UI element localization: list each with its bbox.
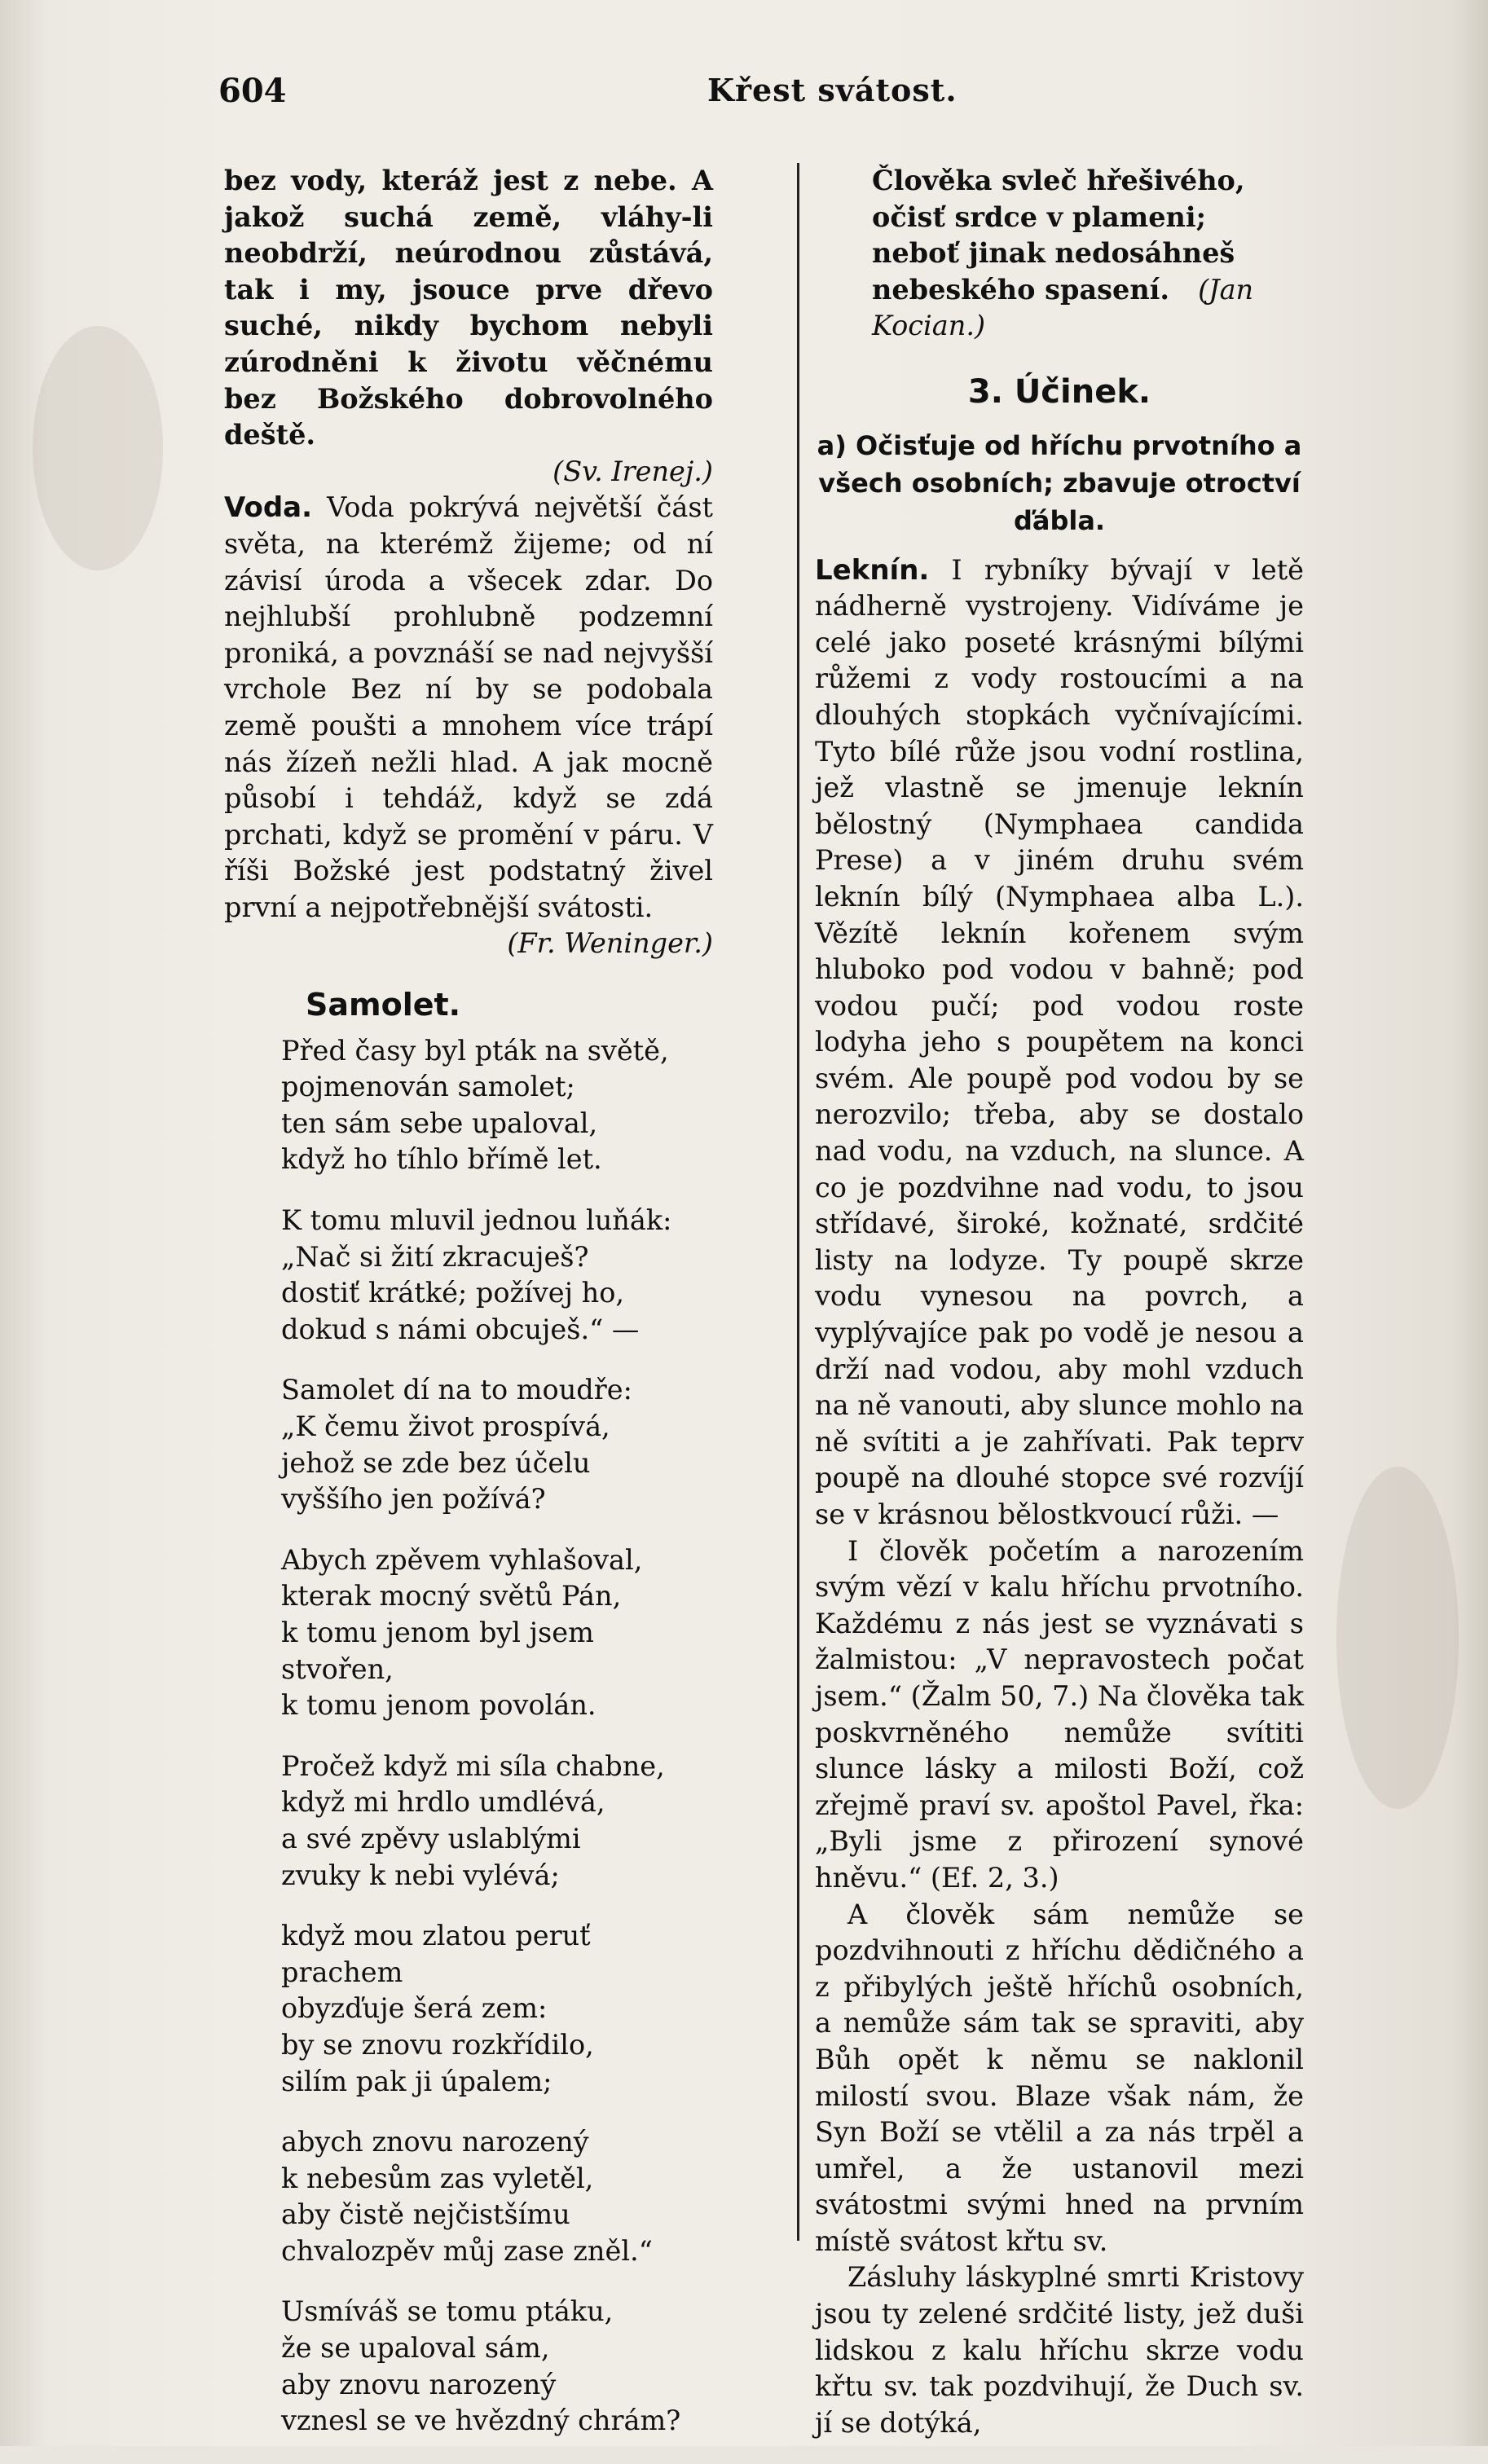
paragraph: I člověk početím a narozením svým vězí v kalu hříchu prvotního. Každému z nás jest se vyznávati s žalmistou: „V nepravostech počat jsem.“ (Žalm 50, 7.) Na člověka tak poskvrněného nemůže svítiti slunce lásky a milosti Boží, což zřejmě praví sv. apoštol Pavel, řka: „Byli jsme z přirození synové hněvu.“ (Ef. 2, 3.) bbox=[815, 1534, 1304, 1894]
paragraph: A člověk sám nemůže se pozdvihnouti z hříchu dědičného a z přibylých ještě hříchů osobních, a nemůže sám tak se spraviti, aby Bůh opět k němu se naklonil milostí svou. Blaze však nám, že Syn Boží se vtělil a za nás trpěl a umřel, a že ustanovil mezi svátostmi svými hned na prvním místě svátost křtu sv. bbox=[815, 1898, 1304, 2257]
poem-line: aby čistě nejčistšímu bbox=[281, 2198, 570, 2231]
paper-stain bbox=[1336, 1467, 1459, 1809]
poem-line: ten sám sebe upaloval, bbox=[281, 1107, 598, 1139]
paper-stain bbox=[33, 326, 163, 570]
section-heading: 3. Účinek. bbox=[967, 372, 1151, 411]
page-header bbox=[218, 72, 1327, 121]
poem-line: jehož se zde bez účelu bbox=[281, 1446, 591, 1479]
paragraph: Zásluhy láskyplné smrti Kristovy jsou ty zelené srdčité listy, jež duši lidskou z kalu hříchu skrze vodu křtu sv. tak pozdvihují, že Duch sv. jí se dotýká, bbox=[815, 2261, 1304, 2439]
poem-line: zvuky k nebi vylévá; bbox=[281, 1859, 560, 1891]
poem-line: Pročež když mi síla chabne, bbox=[281, 1749, 665, 1782]
poem-line: silím pak ji úpalem; bbox=[281, 2065, 552, 2097]
poem-line: Usmíváš se tomu ptáku, bbox=[281, 2295, 614, 2328]
poem-line: by se znovu rozkřídilo, bbox=[281, 2028, 594, 2061]
attribution-kocian: (Jan Kocian.) bbox=[872, 273, 1254, 342]
poem-line: abych znovu narozený bbox=[281, 2126, 589, 2158]
poem-stanza bbox=[281, 1203, 713, 1348]
paragraph-irenej bbox=[224, 163, 713, 454]
poem-title-samolet: Samolet. bbox=[306, 987, 461, 1023]
keyword-voda: Voda. bbox=[224, 491, 313, 525]
poem-line: když mou zlatou peruť prachem bbox=[281, 1920, 591, 1988]
poem-line: Abych zpěvem vyhlašoval, bbox=[281, 1543, 643, 1576]
poem-line: „K čemu život prospívá, bbox=[281, 1410, 610, 1442]
paragraph-text: bez vody, kteráž jest z nebe. A jakož suchá země, vláhy-li neobdrží, neúrodnou zůstává, tak i my, jsouce prve dřevo suché, nikdy bychom nebyli zúrodněni k životu věčnému bez Božského dobrovolného deště. bbox=[224, 165, 713, 451]
poem-line: vznesl se ve hvězdný chrám? bbox=[281, 2405, 681, 2437]
poem-stanza bbox=[281, 1918, 713, 2100]
poem-line: neboť jinak nedosáhneš bbox=[872, 237, 1235, 270]
right-column bbox=[815, 163, 1304, 2441]
poem-stanza bbox=[281, 1749, 713, 1894]
poem-line: Před časy byl pták na světě, bbox=[281, 1034, 669, 1067]
attribution-irenej: (Sv. Irenej.) bbox=[552, 455, 713, 487]
poem-stanza bbox=[281, 2294, 713, 2439]
poem-line: Člověka svleč hřešivého, bbox=[872, 165, 1245, 196]
poem-line: dokud s námi obcuješ.“ — bbox=[281, 1313, 640, 1345]
poem-line: vyššího jen požívá? bbox=[281, 1483, 546, 1516]
paragraph-text: Voda pokrývá největší část světa, na kterémž žijeme; od ní závisí úroda a všecek zdar. Do nejhlubší prohlubně podzemní proniká, a povznáší se nad nejvyšší vrchole Bez ní by se podobala země poušti a mnohem více trápí nás žízeň nežli hlad. A jak mocně působí i tehdáž, když se zdá prchati, když se promění v páru. V říši Božské jest podstatný živel první a nejpotřebnější svátosti. bbox=[224, 491, 713, 923]
poem-line: Samolet dí na to moudře: bbox=[281, 1374, 632, 1406]
poem-line: pojmenován samolet; bbox=[281, 1071, 575, 1103]
poem-kocian bbox=[872, 163, 1304, 345]
poem-line: k tomu jenom povolán. bbox=[281, 1689, 597, 1722]
subsection-heading: a) Očisťuje od hříchu prvotního a všech osobních; zbavuje otroctví ďábla. bbox=[817, 429, 1302, 536]
poem-stanza bbox=[281, 1542, 713, 1724]
column-divider bbox=[797, 163, 799, 2241]
poem-line: aby znovu narozený bbox=[281, 2368, 557, 2400]
paragraph-text: I rybníky bývají v letě nádherně vystrojeny. Vidíváme je celé jako poseté krásnými bílými růžemi z vody rostoucími a na dlouhých stopkách vyčnívajícími. Tyto bílé růže jsou vodní rostlina, jež vlastně se jmenuje leknín bělostný (Nymphaea candida Prese) a v jiném druhu svém leknín bílý (Nymphaea alba L.). Vězítě leknín kořenem svým hluboko pod vodou v bahně; pod vodou pučí; pod vodou roste lodyha jeho s poupětem na konci svém. Ale poupě pod vodou by se nerozvilo; třeba, aby se dostalo nad vodu, na vzduch, na slunce. A co je pozdvihne nad vodu, to jsou střídavé, široké, kožnaté, srdčité listy na lodyze. Ty poupě skrze vodu vynesou na povrch, a vyplývajíce pak po vodě je nesou a drží nad vodou, aby mohl vzduch na ně vanouti, aby slunce mohlo na ně svítiti a je zahřívati. Pak teprv poupě na dlouhé stopce své rozvíjí se v krásnou bělostkvoucí růži. — bbox=[815, 553, 1304, 1530]
poem-line: když ho tíhlo břímě let. bbox=[281, 1143, 602, 1176]
poem-line: „Nač si žití zkracuješ? bbox=[281, 1240, 589, 1273]
poem-line: dostiť krátké; požívej ho, bbox=[281, 1277, 625, 1309]
attribution-weninger: (Fr. Weninger.) bbox=[507, 927, 713, 960]
poem-line: chvalozpěv můj zase zněl.“ bbox=[281, 2234, 653, 2267]
keyword-leknin: Leknín. bbox=[815, 553, 930, 587]
poem-stanza bbox=[281, 1033, 713, 1178]
poem-stanza bbox=[281, 1372, 713, 1517]
paragraph-voda bbox=[224, 490, 713, 926]
poem-line: k tomu jenom byl jsem stvořen, bbox=[281, 1616, 594, 1685]
poem-line: K tomu mluvil jednou luňák: bbox=[281, 1204, 672, 1237]
page-number: 604 bbox=[218, 72, 287, 110]
left-column bbox=[224, 163, 713, 2464]
running-title: Křest svátost. bbox=[707, 72, 958, 108]
poem-line: k nebesům zas vyletěl, bbox=[281, 2162, 594, 2194]
poem-line: očisť srdce v plameni; bbox=[872, 200, 1206, 233]
poem-samolet bbox=[224, 1033, 713, 2440]
poem-stanza bbox=[281, 2124, 713, 2269]
poem-line: a své zpěvy uslablými bbox=[281, 1822, 581, 1855]
poem-line: nebeského spasení. (Jan Kocian.) bbox=[872, 273, 1254, 342]
poem-line: když mi hrdlo umdlévá, bbox=[281, 1786, 605, 1819]
poem-line: že se upaloval sám, bbox=[281, 2332, 550, 2365]
poem-line: kterak mocný světů Pán, bbox=[281, 1580, 622, 1613]
poem-line: obyzďuje šerá zem: bbox=[281, 1992, 548, 2025]
paragraph-leknin bbox=[815, 552, 1304, 1533]
